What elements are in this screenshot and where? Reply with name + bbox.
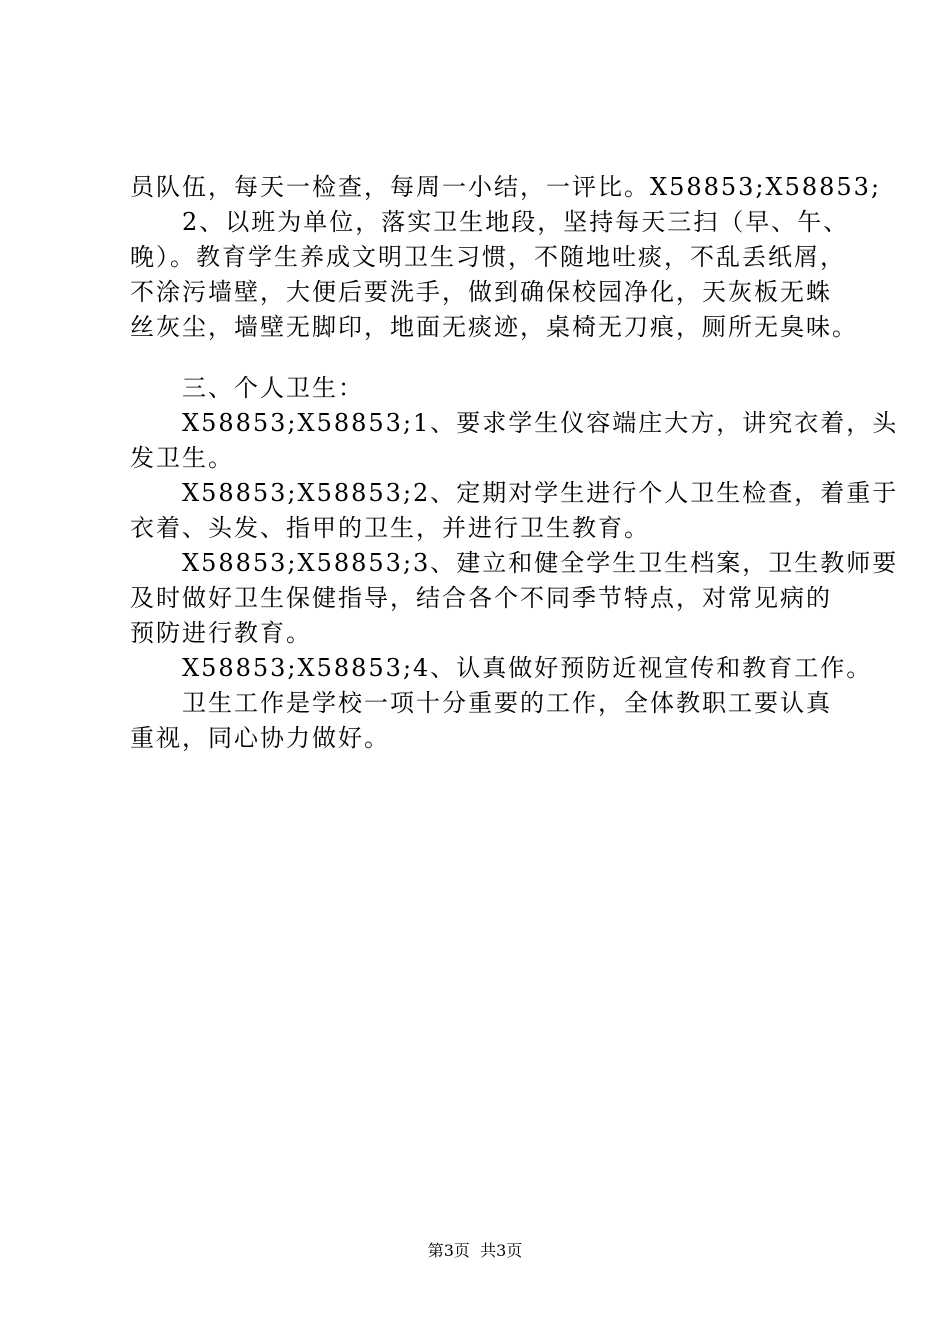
body-line: 员队伍，每天一检查，每周一小结，一评比。X58853;X58853; — [130, 173, 882, 201]
document-body — [130, 170, 899, 756]
section-line: X58853;X58853;3、建立和健全学生卫生档案，卫生教师要 — [130, 549, 899, 577]
section-line: 发卫生。 — [130, 444, 234, 472]
section-line: 重视，同心协力做好。 — [130, 724, 390, 752]
section-line: X58853;X58853;2、定期对学生进行个人卫生检查，着重于 — [130, 479, 899, 507]
page-footer: 第3页 共3页 — [427, 1241, 523, 1260]
section-line: 预防进行教育。 — [130, 619, 312, 647]
body-line: 丝灰尘，墙壁无脚印，地面无痰迹，桌椅无刀痕，厕所无臭味。 — [130, 313, 858, 341]
section-line: X58853;X58853;1、要求学生仪容端庄大方，讲究衣着，头 — [130, 409, 899, 437]
body-line: 2、以班为单位，落实卫生地段，坚持每天三扫（早、午、 — [130, 208, 850, 236]
section-heading: 三、个人卫生： — [130, 374, 364, 402]
section-line: 衣着、头发、指甲的卫生，并进行卫生教育。 — [130, 514, 650, 542]
body-line: 晚）。教育学生养成文明卫生习惯，不随地吐痰，不乱丢纸屑， — [130, 243, 846, 271]
section-line: X58853;X58853;4、认真做好预防近视宣传和教育工作。 — [130, 654, 873, 682]
body-line: 不涂污墙壁，大便后要洗手，做到确保校园净化，天灰板无蛛 — [130, 278, 832, 306]
section-line: 卫生工作是学校一项十分重要的工作，全体教职工要认真 — [130, 689, 832, 717]
section-line: 及时做好卫生保健指导，结合各个不同季节特点，对常见病的 — [130, 584, 832, 612]
paragraph-gap — [130, 345, 835, 371]
